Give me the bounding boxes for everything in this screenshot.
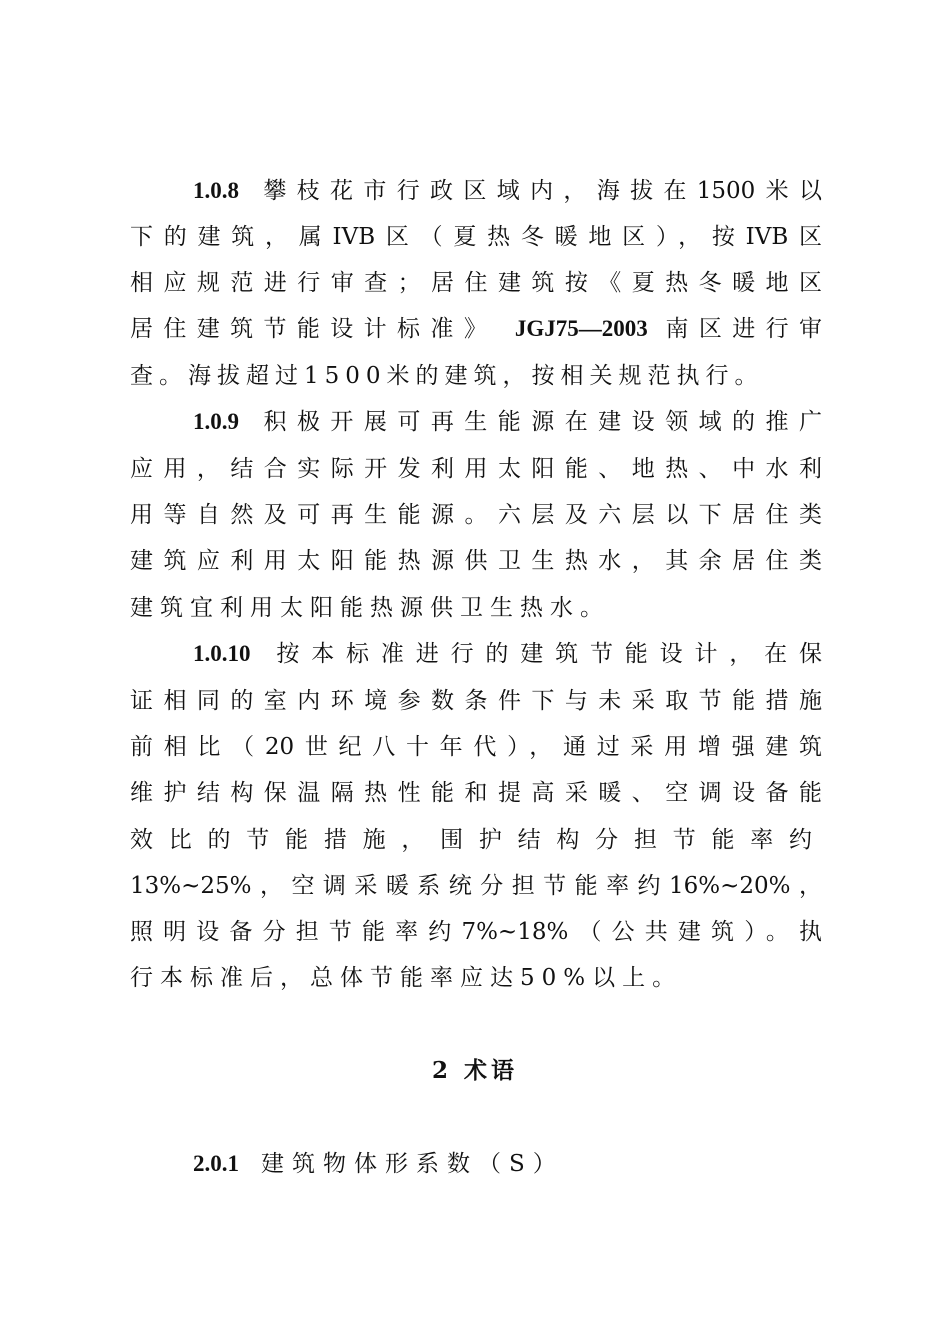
clause-1-0-9-line-2: 应用，结合实际开发利用太阳能、地热、中水利 <box>130 456 822 482</box>
clause-1-0-10-line-2: 证相同的室内环境参数条件下与未采取节能措施 <box>130 688 822 714</box>
clause-1-0-10-line-7: 照明设备分担节能率约7%~18%（公共建筑）。执 <box>130 919 822 945</box>
clause-number: 1.0.8 <box>193 178 239 203</box>
term-2-0-1 <box>193 1141 564 1187</box>
clause-text: 积极开展可再生能源在建设领域的推广 <box>253 409 822 435</box>
clause-text: 按本标准进行的建筑节能设计，在保 <box>264 641 822 667</box>
clause-number: 1.0.9 <box>193 409 239 434</box>
term-text: 建筑物体形系数（S） <box>261 1151 564 1177</box>
clause-1-0-10-line-8: 行本标准后，总体节能率应达50%以上。 <box>130 965 683 991</box>
clause-1-0-8-line-2: 下的建筑，属IVB区（夏热冬暖地区），按IVB区 <box>130 224 822 250</box>
clause-1-0-10-line-4: 维护结构保温隔热性能和提高采暖、空调设备能 <box>130 780 822 806</box>
clause-text: 南区进行审 <box>665 316 823 342</box>
clause-1-0-10-line-6: 13%~25%，空调采暖系统分担节能率约16%~20%， <box>130 873 822 899</box>
clause-1-0-8-line-4 <box>130 306 822 352</box>
clause-1-0-10-line-5: 效比的节能措施，围护结构分担节能率约 <box>130 827 822 853</box>
clause-number: 1.0.10 <box>193 641 251 666</box>
standard-code: JGJ75—2003 <box>514 316 648 341</box>
clause-1-0-8-line-1 <box>193 168 822 214</box>
clause-1-0-8-line-5: 查。海拔超过1500米的建筑，按相关规范执行。 <box>130 363 764 389</box>
clause-1-0-9-line-4: 建筑应利用太阳能热源供卫生热水，其余居住类 <box>130 548 822 574</box>
chapter-heading: 2 术语 <box>431 1057 518 1084</box>
clause-text: 攀枝花市行政区域内，海拔在1500米以 <box>253 178 822 204</box>
clause-1-0-9-line-3: 用等自然及可再生能源。六层及六层以下居住类 <box>130 502 822 528</box>
clause-1-0-10-line-1 <box>193 631 822 677</box>
term-number: 2.0.1 <box>193 1151 239 1176</box>
clause-text: 居住建筑节能设计标准》 <box>130 316 498 342</box>
clause-1-0-9-line-5: 建筑宜利用太阳能热源供卫生热水。 <box>130 595 610 621</box>
clause-1-0-9-line-1 <box>193 399 822 445</box>
clause-1-0-8-line-3: 相应规范进行审查；居住建筑按《夏热冬暖地区 <box>130 270 822 296</box>
clause-1-0-10-line-3: 前相比（20世纪八十年代），通过采用增强建筑 <box>130 734 822 760</box>
